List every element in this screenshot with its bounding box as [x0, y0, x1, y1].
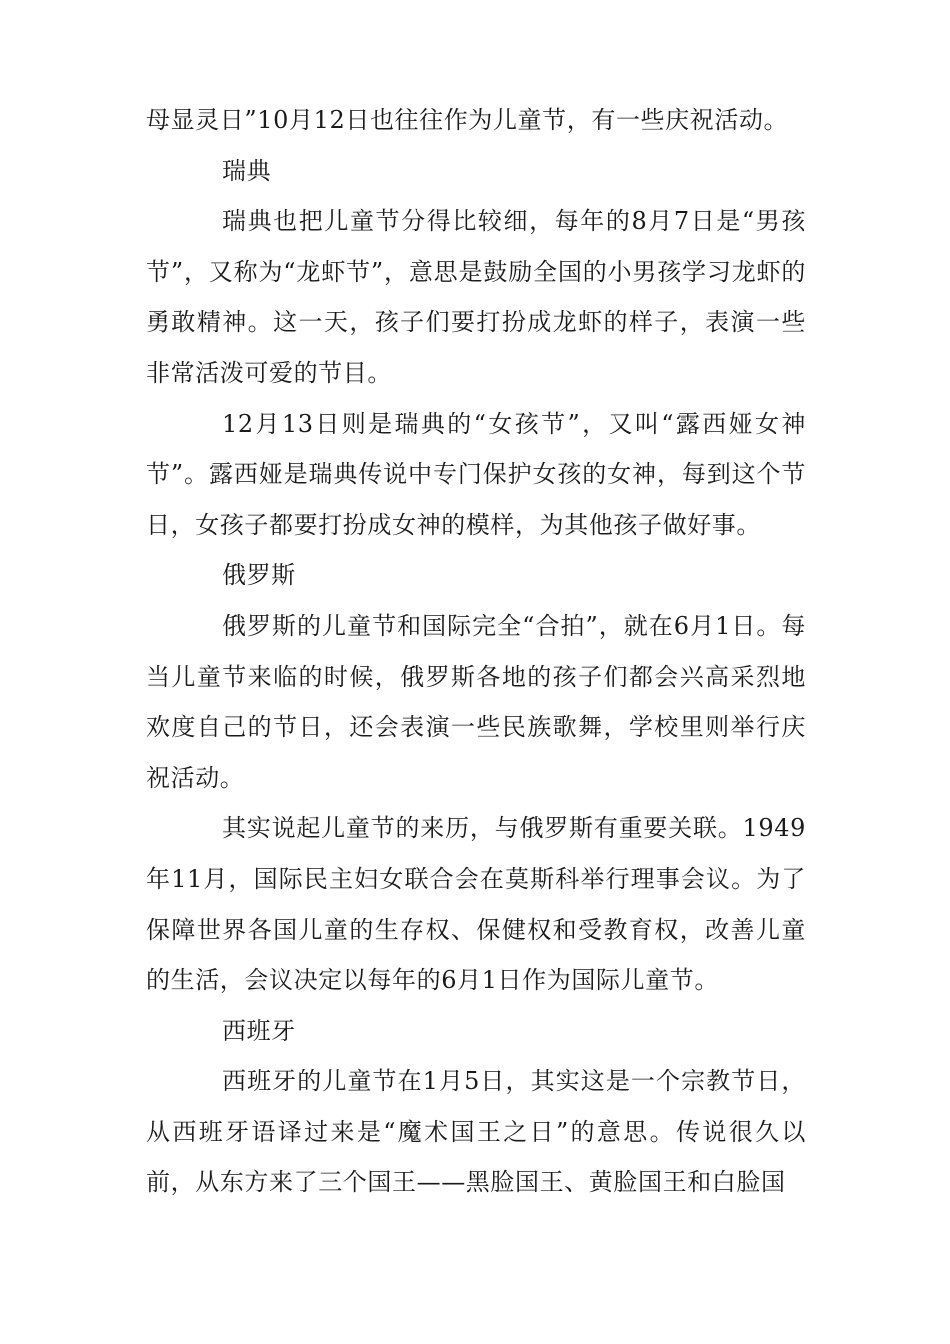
paragraph-russia-history: 其实说起儿童节的来历，与俄罗斯有重要关联。1949年11月，国际民主妇女联合会在莫斯科举行理事会议。为了保障世界各国儿童的生存权、保健权和受教育权，改善儿童的生活，会议决定以每年的6月1日作为国际儿童节。	[146, 814, 806, 995]
paragraph-russia-childrens-day: 俄罗斯的儿童节和国际完全“合拍”，就在6月1日。每当儿童节来临的时候，俄罗斯各地的孩子们都会兴高采烈地欢度自己的节日，还会表演一些民族歌舞，学校里则举行庆祝活动。	[146, 611, 806, 792]
paragraph-sweden-boys-day: 瑞典也把儿童节分得比较细，每年的8月7日是“男孩节”，又称为“龙虾节”，意思是鼓励全国的小男孩学习龙虾的勇敢精神。这一天，孩子们要打扮成龙虾的样子，表演一些非常活泼可爱的节目。	[146, 207, 806, 387]
document-body	[146, 95, 806, 1208]
section-heading-sweden: 瑞典	[222, 156, 272, 185]
section-heading-russia: 俄罗斯	[222, 561, 296, 590]
section-heading-spain: 西班牙	[222, 1016, 296, 1045]
paragraph-continuation: 母显灵日”10月12日也往往作为儿童节，有一些庆祝活动。	[146, 106, 789, 134]
paragraph-spain-childrens-day: 西班牙的儿童节在1月5日，其实这是一个宗教节日，从西班牙语译过来是“魔术国王之日”的意思。传说很久以前，从东方来了三个国王——黑脸国王、黄脸国王和白脸国	[146, 1067, 806, 1197]
paragraph-sweden-girls-day: 12月13日则是瑞典的“女孩节”，又叫“露西娅女神节”。露西娅是瑞典传说中专门保护女孩的女神，每到这个节日，女孩子都要打扮成女神的模样，为其他孩子做好事。	[146, 409, 806, 539]
